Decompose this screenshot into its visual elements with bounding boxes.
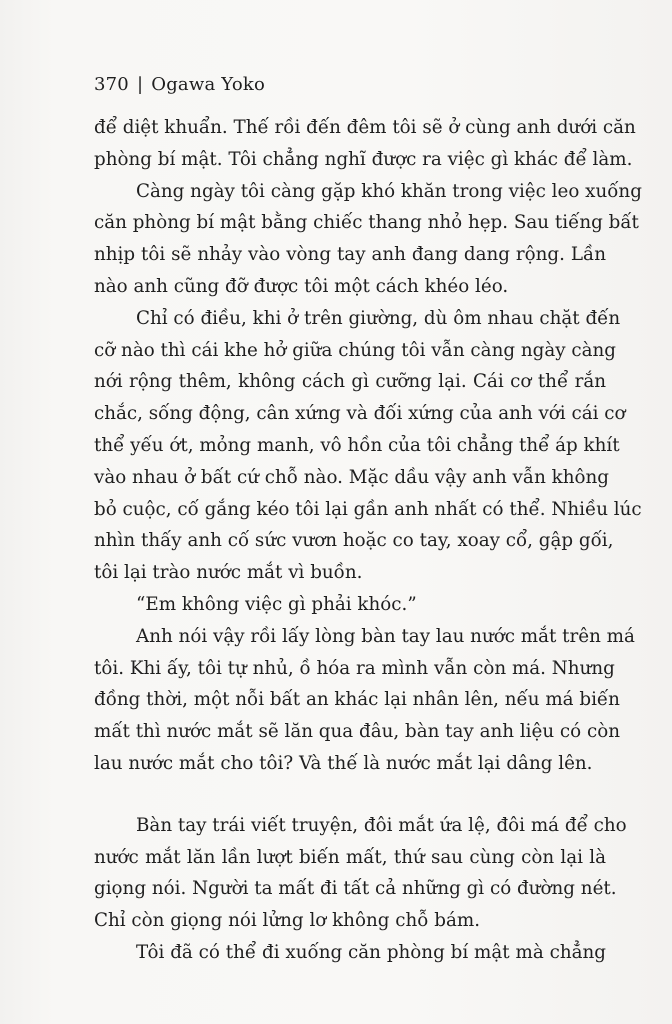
header-separator: |	[136, 74, 144, 95]
page-number: 370	[94, 74, 129, 95]
text-line: phòng bí mật. Tôi chẳng nghĩ được ra việc gì khác để làm.	[94, 148, 633, 170]
text-line: nhịp tôi sẽ nhảy vào vòng tay anh đang dang rộng. Lần	[94, 244, 606, 266]
text-line: để diệt khuẩn. Thế rồi đến đêm tôi sẽ ở cùng anh dưới căn	[94, 117, 636, 138]
text-line: thể yếu ớt, mỏng manh, vô hồn của tôi chẳng thể áp khít	[94, 434, 620, 456]
body-text	[94, 112, 642, 969]
text-line: Tôi đã có thể đi xuống căn phòng bí mật mà chẳng	[136, 941, 606, 963]
text-line: đồng thời, một nỗi bất an khác lại nhân lên, nếu má biến	[94, 689, 620, 711]
text-line: nhìn thấy anh cố sức vươn hoặc co tay, xoay cổ, gập gối,	[94, 530, 614, 552]
text-line: vào nhau ở bất cứ chỗ nào. Mặc dầu vậy anh vẫn không	[94, 466, 609, 488]
text-line: “Em không việc gì phải khóc.”	[136, 593, 417, 615]
text-line: Càng ngày tôi càng gặp khó khăn trong việc leo xuống	[136, 180, 642, 202]
text-line: tôi. Khi ấy, tôi tự nhủ, ồ hóa ra mình vẫn còn má. Nhưng	[94, 657, 615, 679]
text-line: chắc, sống động, cân xứng và đối xứng của anh với cái cơ	[94, 403, 626, 425]
text-line: Bàn tay trái viết truyện, đôi mắt ứa lệ, đôi má để cho	[136, 814, 627, 836]
text-line: căn phòng bí mật bằng chiếc thang nhỏ hẹp. Sau tiếng bất	[94, 212, 639, 234]
text-line: lau nước mắt cho tôi? Và thế là nước mắt lại dâng lên.	[94, 752, 593, 774]
text-line: giọng nói. Người ta mất đi tất cả những gì có đường nét.	[94, 878, 617, 900]
text-line: bỏ cuộc, cố gắng kéo tôi lại gần anh nhất có thể. Nhiều lúc	[94, 498, 642, 520]
page-header	[94, 74, 265, 95]
text-line: tôi lại trào nước mắt vì buồn.	[94, 562, 363, 584]
text-line: Chỉ có điều, khi ở trên giường, dù ôm nhau chặt đến	[136, 307, 621, 329]
text-line: Chỉ còn giọng nói lửng lơ không chỗ bám.	[94, 910, 481, 932]
text-line: nào anh cũng đỡ được tôi một cách khéo léo.	[94, 275, 509, 297]
text-line: cỡ nào thì cái khe hở giữa chúng tôi vẫn càng ngày càng	[94, 339, 616, 361]
running-title: Ogawa Yoko	[151, 74, 266, 95]
section-break	[94, 780, 606, 810]
text-line: nước mắt lăn lần lượt biến mất, thứ sau cùng còn lại là	[94, 846, 606, 868]
text-line: nới rộng thêm, không cách gì cưỡng lại. Cái cơ thể rắn	[94, 371, 606, 393]
text-line: Anh nói vậy rồi lấy lòng bàn tay lau nước mắt trên má	[136, 625, 635, 647]
text-line: mất thì nước mắt sẽ lăn qua đâu, bàn tay anh liệu có còn	[94, 721, 620, 743]
